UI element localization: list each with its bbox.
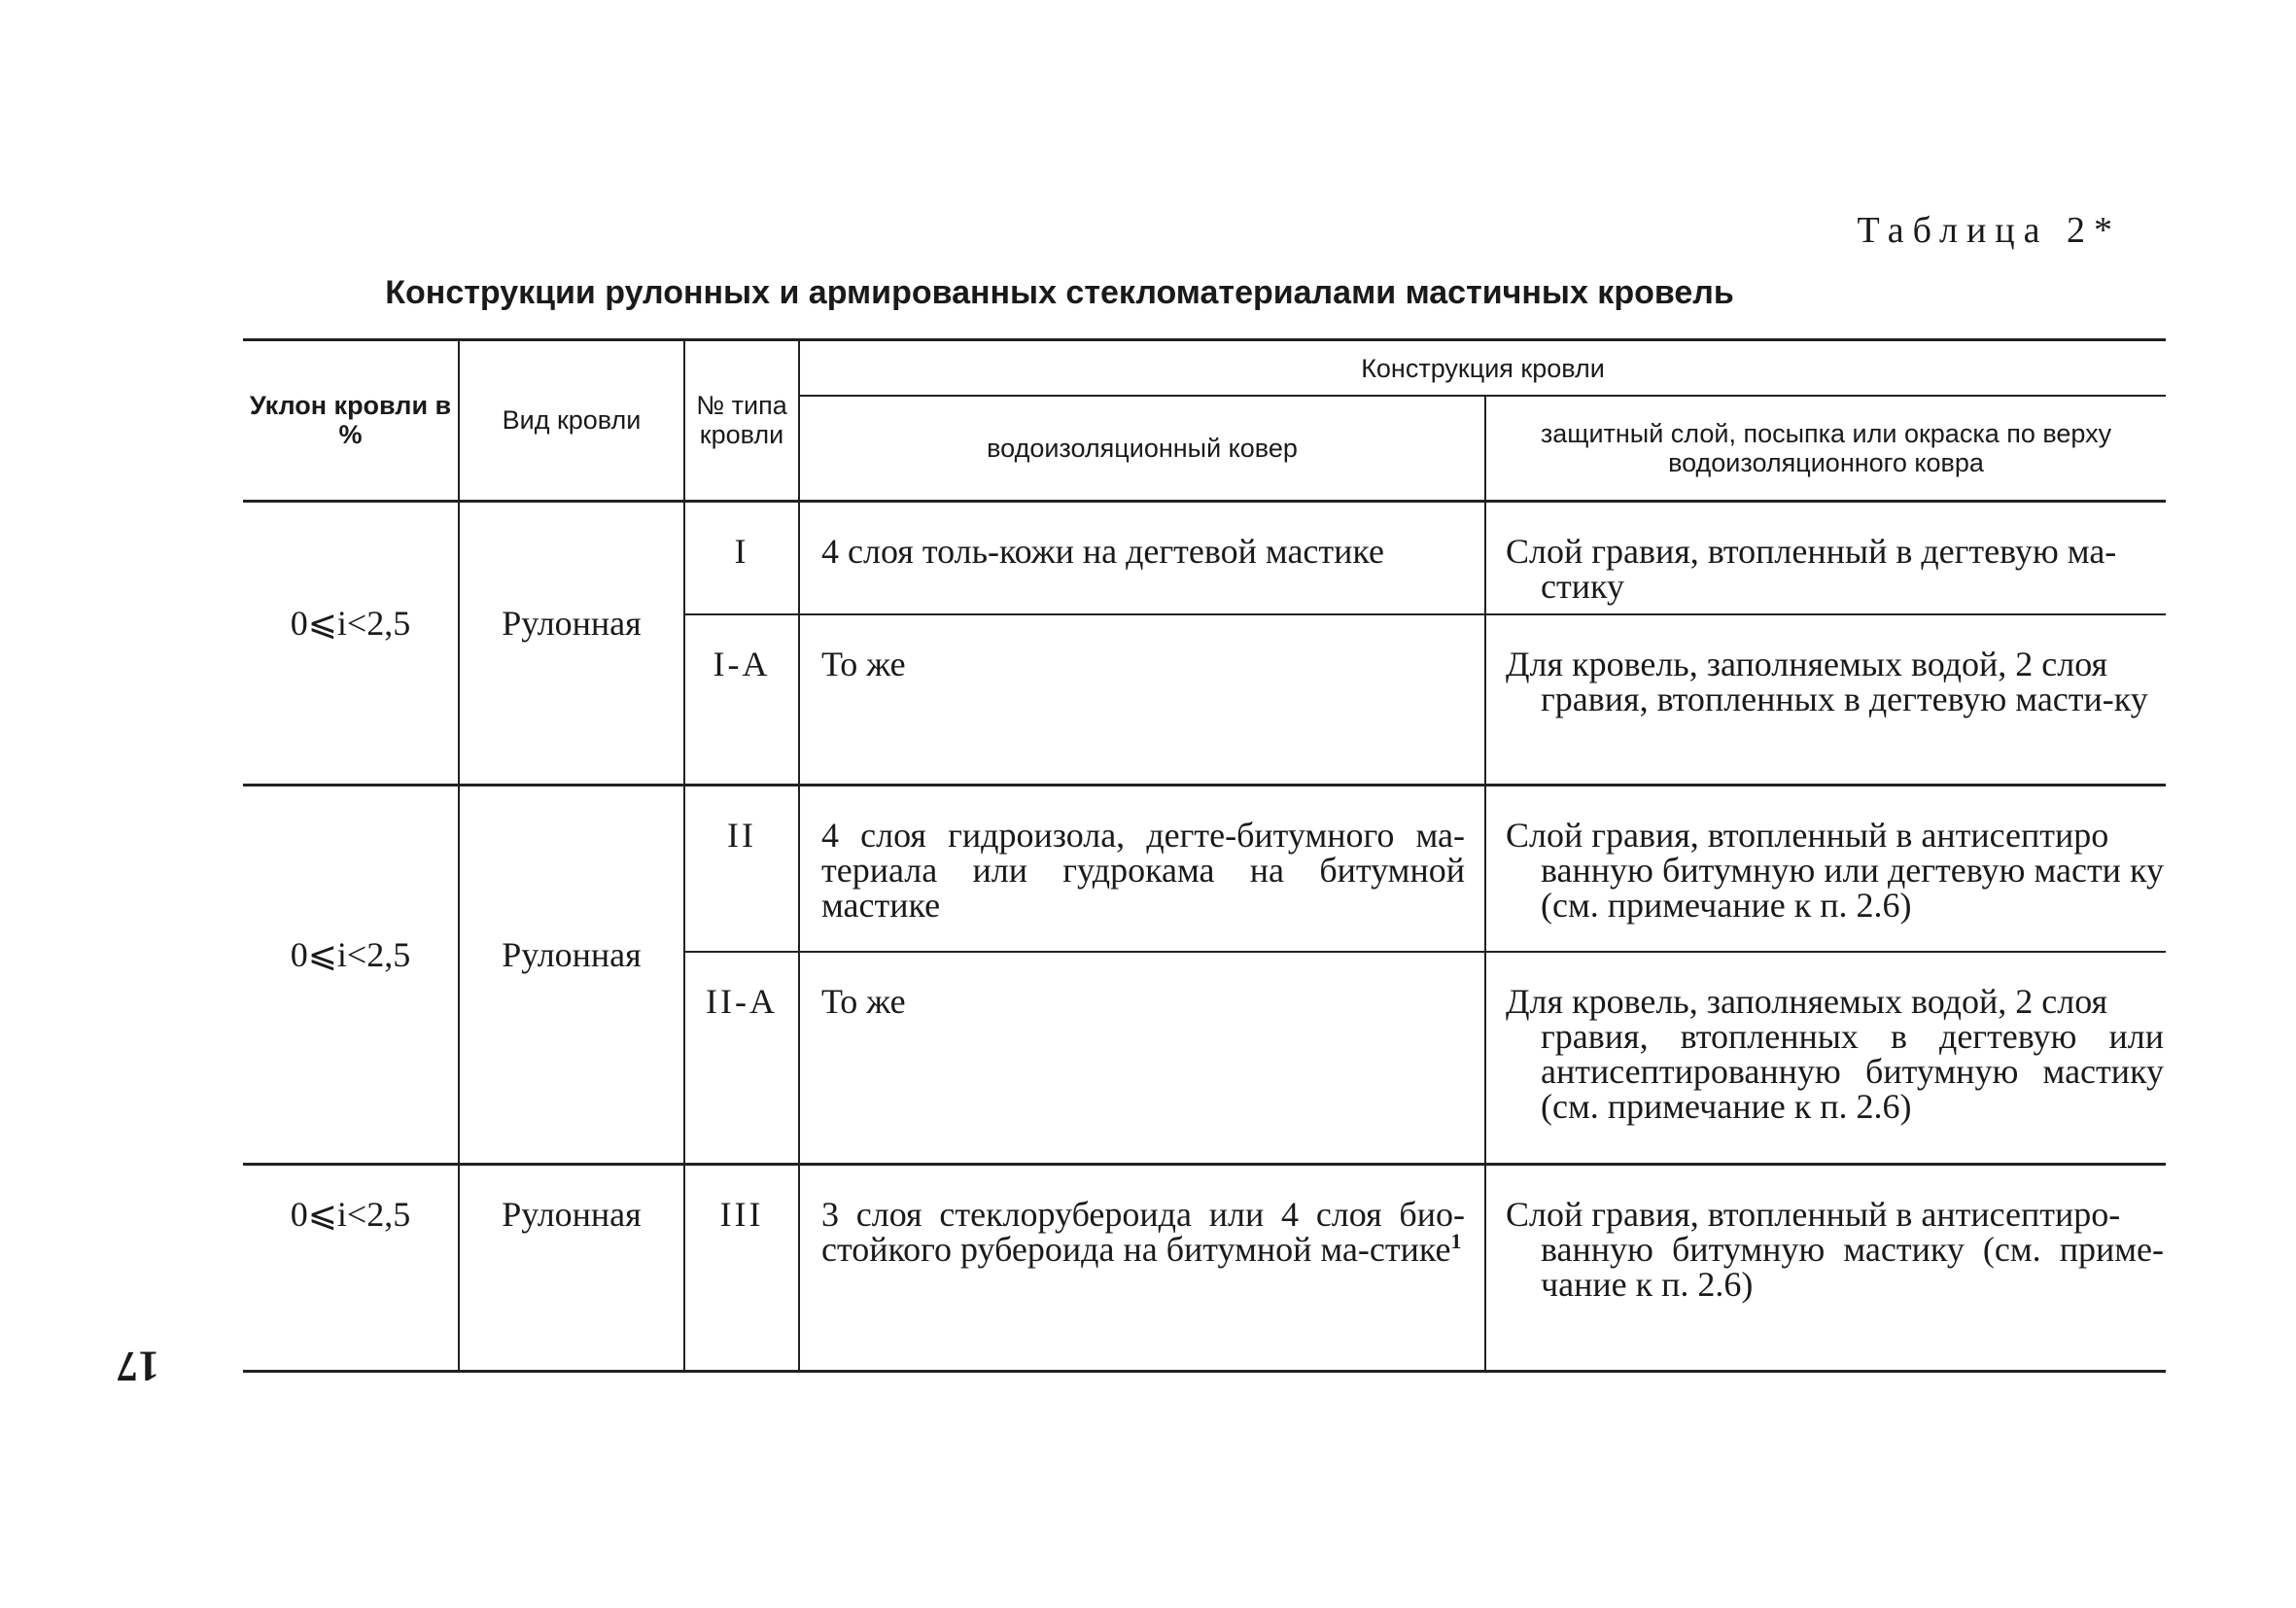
slope-cell: 0⩽i<2,5 [243, 785, 459, 1164]
protective-line-rest: гравия, втопленных в дегтевую или антисептированную битумную мастику (см. примечание к п. 2.6) [1541, 1017, 2164, 1126]
header-protective: защитный слой, посыпка или окраска по верху водоизоляционного ковра [1485, 396, 2166, 501]
protective-line-rest: ванную битумную или дегтевую масти ку (см. примечание к п. 2.6) [1541, 850, 2164, 925]
carpet-text: 3 слоя стеклорубероида или 4 слоя био-стойкого рубероида на битумной ма-стике [821, 1194, 1465, 1269]
slope-cell: 0⩽i<2,5 [243, 501, 459, 785]
table-row [243, 785, 2166, 952]
kind-cell: Рулонная [459, 1164, 684, 1371]
header-construction: Конструкция кровли [799, 340, 2166, 397]
table-row [243, 501, 2166, 614]
table-title: Конструкции рулонных и армированных стекломатериалами мастичных кровель [385, 274, 1734, 311]
protective-line-first: Слой гравия, втопленный в дегтевую ма- [1506, 531, 2117, 571]
protective-line-first: Слой гравия, втопленный в антисептиро [1506, 815, 2109, 855]
table-row [243, 1164, 2166, 1371]
carpet-cell: 4 слоя гидроизола, дегте-битумного ма-териала или гудрокама на битумной мастике [799, 785, 1485, 952]
header-slope: Уклон кровли в % [243, 340, 459, 502]
table-number: Таблица 2* [1857, 210, 2121, 251]
protective-line-rest: ванную битумную мастику (см. приме-чание к п. 2.6) [1541, 1229, 2164, 1304]
header-carpet: водоизоляционный ковер [799, 396, 1485, 501]
protective-cell [1485, 614, 2166, 785]
type-cell: II-А [684, 952, 799, 1164]
protective-line-first: Для кровель, заполняемых водой, 2 слоя [1506, 982, 2108, 1021]
page-number: 17 [117, 1343, 159, 1390]
protective-cell [1485, 501, 2166, 614]
protective-cell [1485, 1164, 2166, 1371]
type-cell: I-А [684, 614, 799, 785]
kind-cell: Рулонная [459, 785, 684, 1164]
header-type-no: № типа кровли [684, 340, 799, 502]
carpet-cell: То же [799, 614, 1485, 785]
type-cell: I [684, 501, 799, 614]
carpet-cell: То же [799, 952, 1485, 1164]
carpet-cell [799, 1164, 1485, 1371]
protective-line-rest: гравия, втопленных в дегтевую масти-ку [1541, 680, 2148, 718]
slope-cell: 0⩽i<2,5 [243, 1164, 459, 1371]
protective-line-rest: стику [1541, 566, 1624, 606]
header-kind: Вид кровли [459, 340, 684, 502]
carpet-cell: 4 слоя толь-кожи на дегтевой мастике [799, 501, 1485, 614]
type-cell: III [684, 1164, 799, 1371]
type-cell: II [684, 785, 799, 952]
protective-cell [1485, 785, 2166, 952]
kind-cell: Рулонная [459, 501, 684, 785]
protective-line-first: Слой гравия, втопленный в антисептиро- [1506, 1194, 2121, 1234]
protective-cell [1485, 952, 2166, 1164]
protective-line-first: Для кровель, заполняемых водой, 2 слоя [1506, 645, 2108, 683]
footnote-marker: 1 [1450, 1228, 1462, 1253]
roof-constructions-table [243, 338, 2166, 1373]
